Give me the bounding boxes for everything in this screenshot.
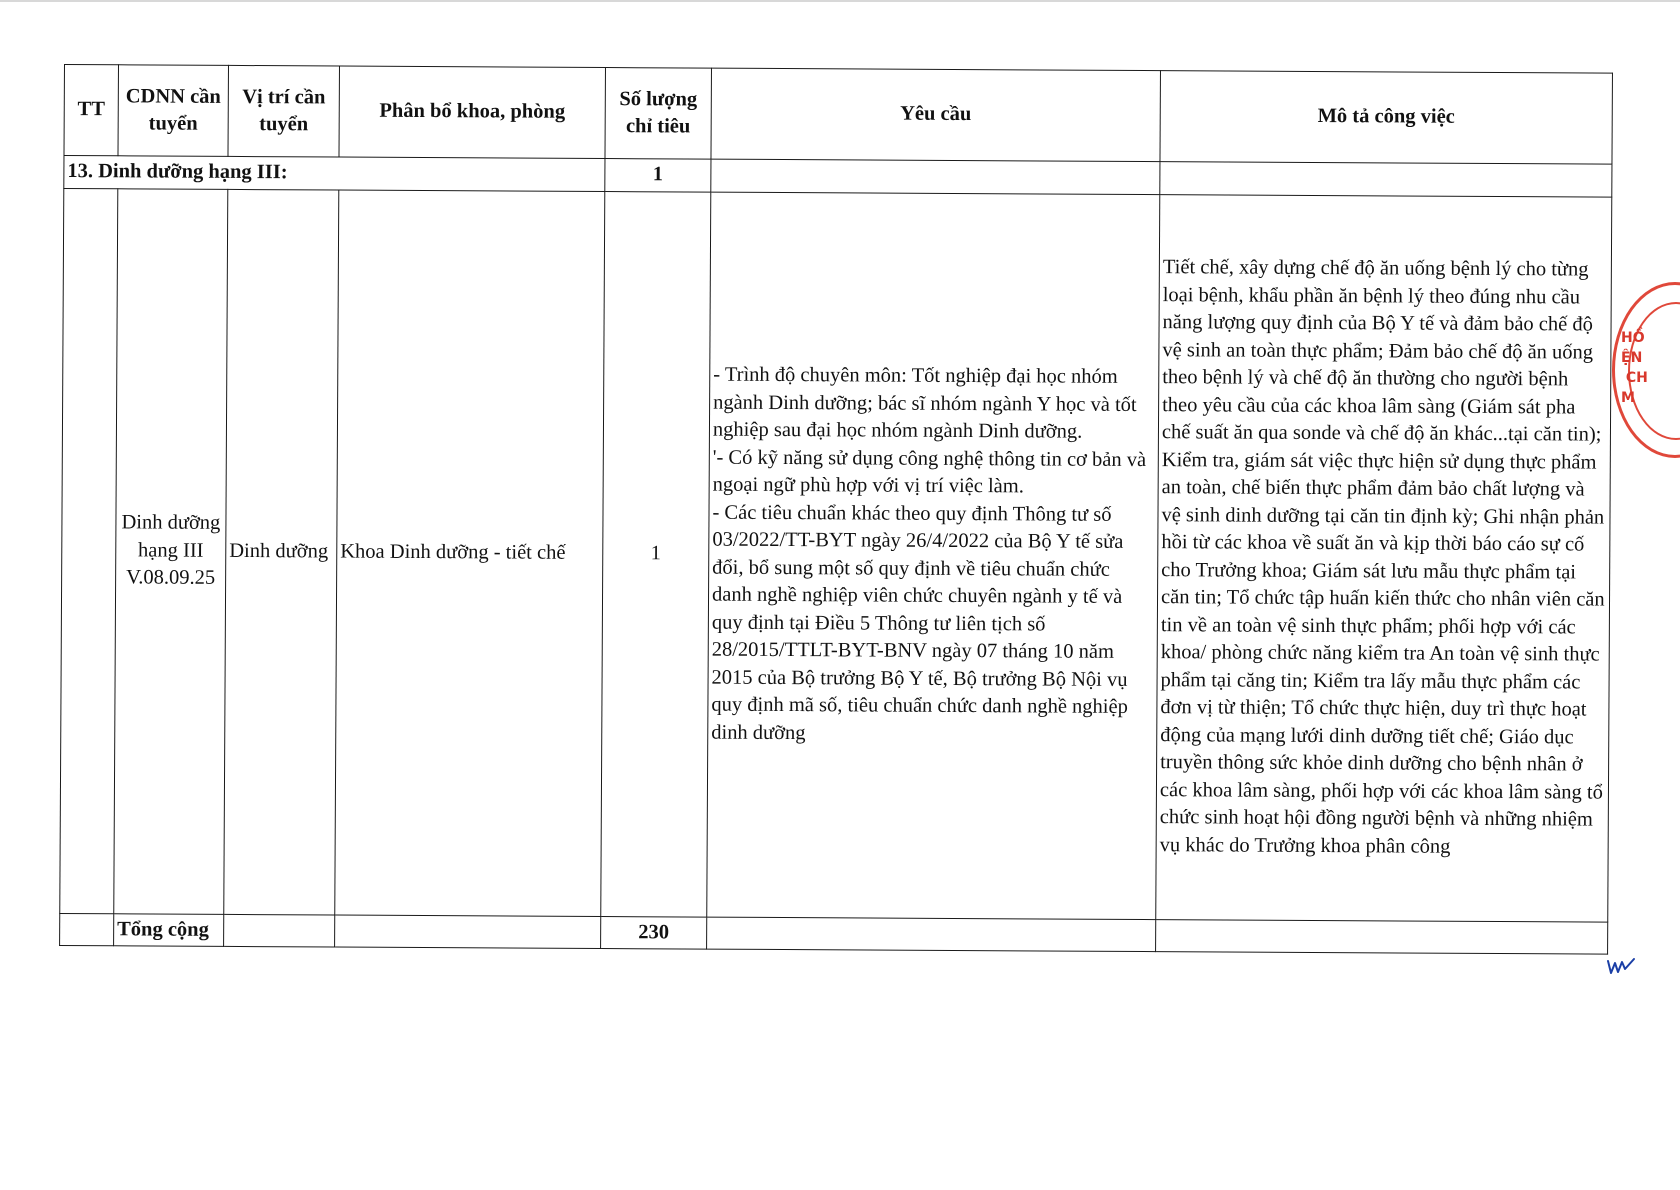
cell-phan-bo: Khoa Dinh dưỡng - tiết chế <box>335 190 605 916</box>
header-vi-tri: Vị trí cần tuyển <box>228 65 340 157</box>
total-empty-cell <box>224 914 335 947</box>
recruitment-table <box>59 64 1613 955</box>
header-yeu-cau: Yêu cầu <box>711 68 1161 162</box>
total-count: 230 <box>601 916 707 949</box>
total-empty-cell <box>1156 919 1608 954</box>
cell-cdnn: Dinh dưỡng hạng III V.08.09.25 <box>114 188 228 914</box>
total-empty-cell <box>60 913 114 946</box>
cell-yeu-cau: - Trình độ chuyên môn: Tốt nghiệp đại học nhóm ngành Dinh dưỡng; bác sĩ nhóm ngành Y học và tốt nghiệp sau đại học nhóm ngành Dinh dưỡng. '- Có kỹ năng sử dụng công nghệ thông tin cơ bản và ngoại ngữ phù hợp với vị trí việc làm. - Các tiêu chuẩn khác theo quy định Thông tư số 03/2022/TT-BYT ngày 26/4/2022 của Bộ Y tế sửa đổi, bổ sung một số quy định về tiêu chuẩn chức danh nghề nghiệp viên chức chuyên ngành y tế và quy định tại Điều 5 Thông tư liên tịch số 28/2015/TTLT-BYT-BNV ngày 07 tháng 10 năm 2015 của Bộ trưởng Bộ Y tế, Bộ trưởng Bộ Nội vụ quy định mã số, tiêu chuẩn chức danh nghề nghiệp dinh dưỡng <box>707 192 1160 919</box>
header-row <box>64 65 1612 165</box>
total-empty-cell <box>335 915 601 949</box>
header-so-luong: Số lượng chỉ tiêu <box>605 68 712 160</box>
total-empty-cell <box>707 917 1156 952</box>
header-phan-bo: Phân bổ khoa, phòng <box>339 66 606 158</box>
red-seal-text: HỒ ỆN CH M <box>1621 330 1648 406</box>
cell-tt <box>60 188 118 913</box>
section-count: 1 <box>605 159 711 192</box>
total-label: Tổng cộng <box>114 913 224 946</box>
section-empty-cell <box>1160 162 1612 197</box>
cell-vi-tri: Dinh dưỡng <box>224 189 339 915</box>
header-cdnn: CDNN cần tuyển <box>118 65 229 157</box>
cell-so-luong: 1 <box>601 191 711 917</box>
section-empty-cell <box>711 159 1160 194</box>
header-tt: TT <box>64 65 119 156</box>
cell-mo-ta: Tiết chế, xây dựng chế độ ăn uống bệnh lý cho từng loại bệnh, khẩu phần ăn bệnh lý theo đúng nhu cầu năng lượng quy định của Bộ Y tế và đảm bảo chế độ vệ sinh an toàn thực phẩm; Đảm bảo chế độ ăn uống theo bệnh lý và chế độ ăn thường cho người bệnh theo yêu cầu của các khoa lâm sàng (Giám sát pha chế suất ăn qua sonde và chế độ ăn khác...tại căn tin); Kiểm tra, giám sát việc thực hiện sử dụng thực phẩm an toàn, chế biến thực phẩm đảm bảo chất lượng và vệ sinh dinh dưỡng tại căn tin định kỳ; Ghi nhận phản hồi từ các khoa về suất ăn và kịp thời báo cáo sự cố cho Trưởng khoa; Giám sát lưu mẫu thực phẩm tại căn tin; Tổ chức tập huấn kiến thức cho nhân viên căn tin về an toàn vệ sinh thực phẩm; phối hợp với các khoa/ phòng chức năng kiểm tra An toàn vệ sinh thực phẩm tại căng tin; Kiểm tra lấy mẫu thực phẩm các đơn vị từ thiện; Tổ chức thực hiện, duy trì thực hoạt động của mạng lưới dinh dưỡng tiết chế; Giáo dục truyền thông sức khỏe dinh dưỡng cho bệnh nhân ở các khoa lâm sàng, phối hợp với các khoa lâm sàng tổ chức sinh hoạt hội đồng người bệnh và những nhiệm vụ khác do Trưởng khoa phân công <box>1156 194 1612 922</box>
table-row <box>60 188 1612 922</box>
header-mo-ta: Mô tả công việc <box>1160 71 1613 165</box>
section-title: 13. Dinh dưỡng hạng III: <box>64 156 605 192</box>
handwritten-initials-icon <box>1606 955 1636 979</box>
scan-top-edge <box>0 0 1680 2</box>
